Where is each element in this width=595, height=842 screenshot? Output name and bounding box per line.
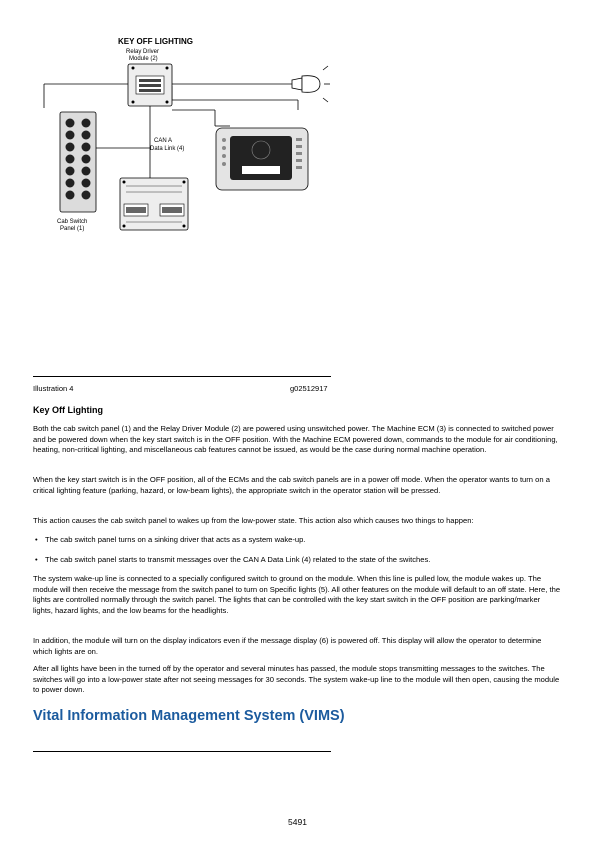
page-number: 5491 <box>288 817 307 827</box>
next-section-title: Vital Information Management System (VIMS) <box>33 708 345 724</box>
relay-driver-label: Relay Driver <box>126 49 160 55</box>
cab-switch-label-number: Panel (1) <box>60 226 85 232</box>
light-bulb-icon <box>292 66 330 102</box>
paragraph-3: This action causes the cab switch panel to wakes up from the low-power state. This action also which causes two things to happen: <box>33 516 474 525</box>
cab-switch-label: Cab Switch <box>57 219 88 225</box>
can-a-label: CAN A <box>154 138 173 144</box>
message-display <box>216 128 308 190</box>
paragraph-6: After all lights have been in the turned off by the operator and several minutes has passed, the module stops transmitting messages to the switches. The switches will go into a low-power state after not seeing messages for 30 seconds. The system wake-up line to the module will then open, causing the module to power down. <box>33 664 560 695</box>
data-link-label: Data Link (4) <box>150 146 185 152</box>
illustration-label: Illustration 4 <box>33 384 74 393</box>
diagram-title: KEY OFF LIGHTING <box>118 37 193 46</box>
relay-driver-module <box>128 64 172 106</box>
illustration-code: g02512917 <box>290 384 328 393</box>
paragraph-4: The system wake-up line is connected to a specially configured switch to ground on the module. When this line is pulled low, the module wakes up. The module will then receive the message from the switch panel to turn on Specific lights (5). All other features on the module will default to an off state. Here, the lights are controlled normally through the switch panel. The lights that can be controlled with the key start switch in the OFF position are parking/marker lights, hazard lights, and the low beams for the headlights. <box>33 574 561 615</box>
cab-switch-panel <box>60 112 96 212</box>
key-off-lighting-diagram <box>30 28 350 248</box>
caption-top-rule <box>33 376 331 377</box>
paragraph-5: In addition, the module will turn on the display indicators even if the message display (6) is powered off. This display will allow the operator to determine which lights are on. <box>33 636 542 656</box>
relay-driver-label-number: Module (2) <box>129 56 158 62</box>
section-heading: Key Off Lighting <box>33 405 103 415</box>
machine-ecm <box>120 178 188 230</box>
section-bottom-rule <box>33 751 331 752</box>
paragraph-2: When the key start switch is in the OFF position, all of the ECMs and the cab switch panels are in a power off mode. When the operator wants to turn on a critical lighting feature (parking, hazard, or low-beam lights), the appropriate switch in the operator station will be pressed. <box>33 475 550 495</box>
bullet-item-1: • The cab switch panel turns on a sinking driver that acts as a system wake-up. <box>45 535 561 546</box>
bullet-item-2: • The cab switch panel starts to transmit messages over the CAN A Data Link (4) related to the state of the switches. <box>45 555 561 566</box>
paragraph-1: Both the cab switch panel (1) and the Relay Driver Module (2) are powered using unswitched power. The Machine ECM (3) is connected to switched power and be powered down when the key start switch is in the OFF position. With the Machine ECM powered down, commands to the module for air conditioning, heating, non-critical lighting, and miscellaneous cab features cannot be issued, as would be the case during normal machine operation. <box>33 424 558 455</box>
